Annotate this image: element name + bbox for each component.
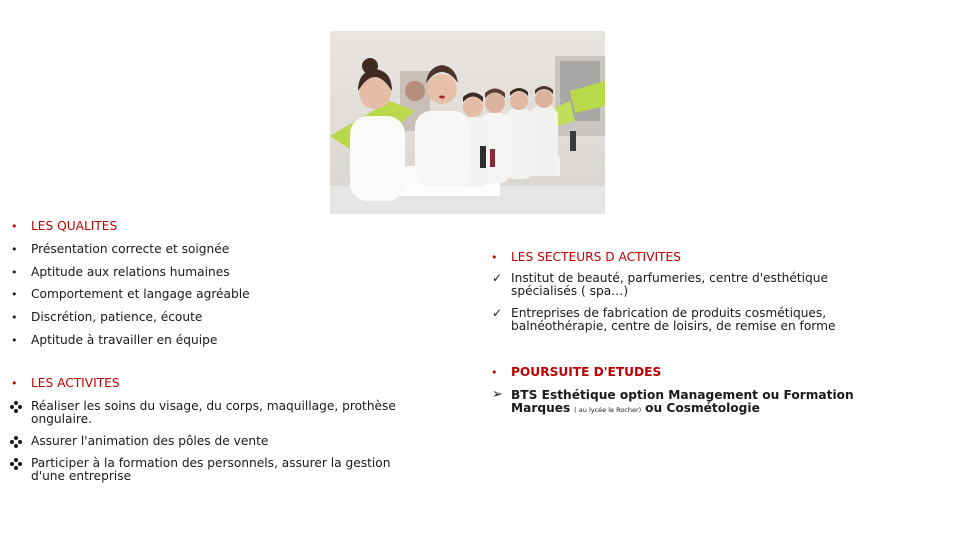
bullet: • bbox=[11, 242, 18, 256]
poursuite-list bbox=[491, 365, 931, 417]
secteur-item: ✓ Entreprises de fabrication de produits cosmétiques, balnéothérapie, centre de loisirs, de remise en forme bbox=[492, 306, 836, 333]
bullet: • bbox=[11, 311, 18, 325]
qualites-list bbox=[11, 219, 311, 357]
activite-item: Participer à la formation des personnels, assurer la gestion d'une entreprise bbox=[31, 457, 421, 483]
arrow-bullet-icon: ➢ bbox=[492, 387, 503, 402]
classroom-photo bbox=[330, 31, 605, 214]
bullet: • bbox=[491, 251, 498, 264]
qualite-item: • Présentation correcte et soignée bbox=[11, 241, 230, 256]
bullet: • bbox=[11, 220, 18, 233]
qualite-item: • Discrétion, patience, écoute bbox=[11, 310, 203, 325]
activite-item: Assurer l'animation des pôles de vente bbox=[31, 435, 421, 457]
diamond-bullet-icon bbox=[10, 458, 22, 470]
activite-item: Réaliser les soins du visage, du corps, maquillage, prothèse ongulaire. bbox=[31, 400, 421, 435]
activites-list bbox=[11, 376, 421, 483]
qualite-item: • Comportement et langage agréable bbox=[11, 287, 250, 302]
diamond-bullet-icon bbox=[10, 436, 22, 448]
qualites-heading: • LES QUALITES bbox=[11, 219, 118, 233]
poursuite-heading: • POURSUITE D'ETUDES bbox=[491, 365, 662, 379]
bullet: • bbox=[11, 265, 18, 279]
poursuite-item: ➢ BTS Esthétique option Management ou Formation Marques ( au lycée le Rocher) ou Cosmétologie bbox=[492, 387, 854, 415]
checkmark-icon: ✓ bbox=[492, 306, 503, 320]
diamond-bullet-icon bbox=[10, 401, 22, 413]
bullet: • bbox=[491, 366, 498, 379]
activites-heading: • LES ACTIVITES bbox=[11, 376, 120, 390]
qualite-item: • Aptitude aux relations humaines bbox=[11, 264, 230, 279]
secteurs-list bbox=[491, 250, 931, 333]
students-illustration bbox=[330, 31, 605, 214]
secteur-item: ✓ Institut de beauté, parfumeries, centre d'esthétique spécialisés ( spa…) bbox=[492, 271, 829, 298]
bullet: • bbox=[11, 333, 18, 347]
qualite-item: • Aptitude à travailler en équipe bbox=[11, 332, 218, 347]
checkmark-icon: ✓ bbox=[492, 271, 503, 285]
secteurs-heading: • LES SECTEURS D ACTIVITES bbox=[491, 250, 681, 264]
bullet: • bbox=[11, 377, 18, 390]
bullet: • bbox=[11, 288, 18, 302]
